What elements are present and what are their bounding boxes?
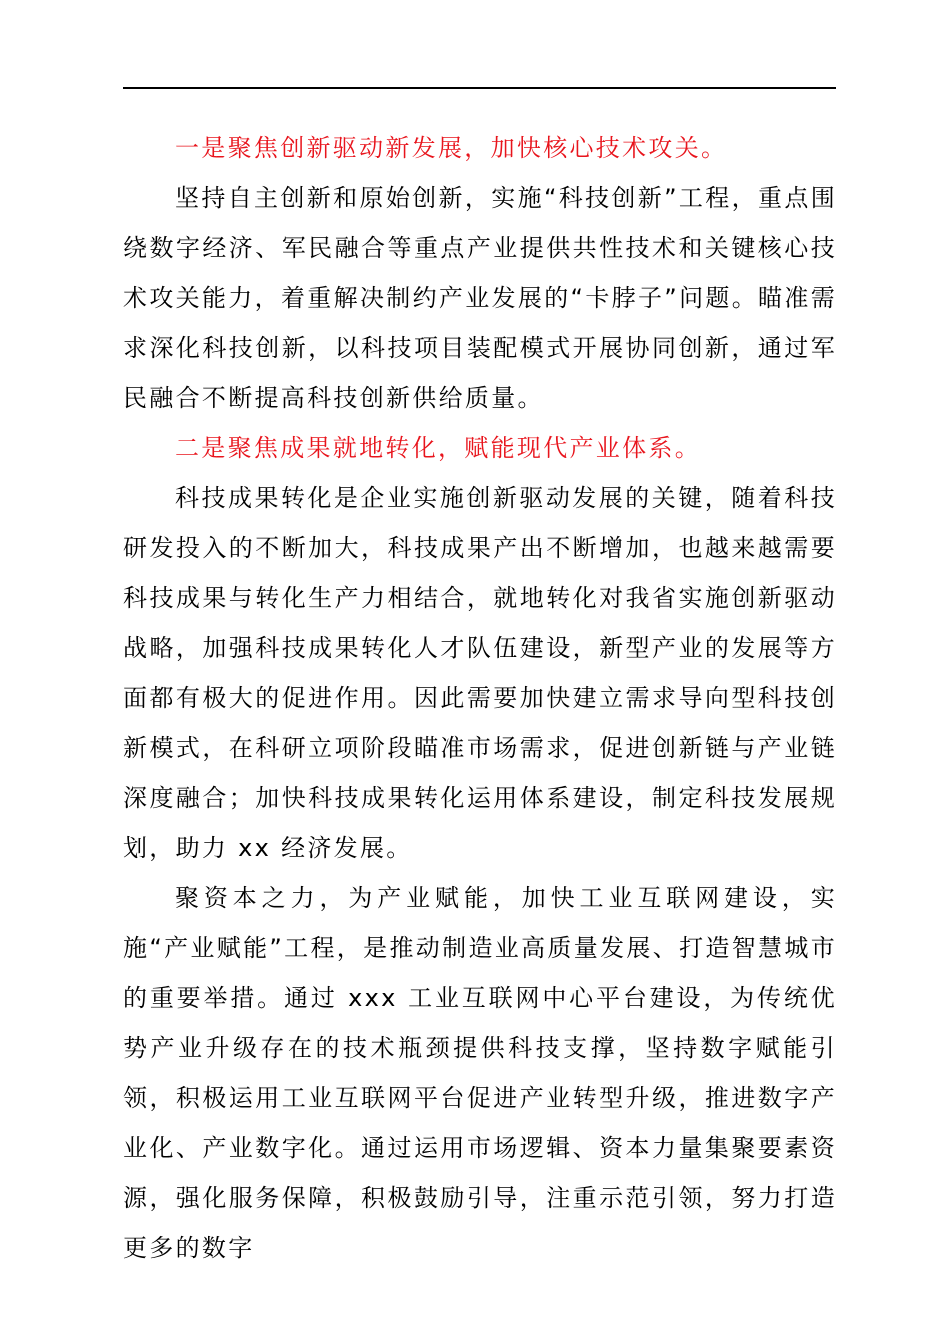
body-paragraph-1: 坚持自主创新和原始创新，实施“科技创新”工程，重点围绕数字经济、军民融合等重点产业提供共性技术和关键核心技术攻关能力，着重解决制约产业发展的“卡脖子”问题。瞄准需求深化科技创新，以科技项目装配模式开展协同创新，通过军民融合不断提高科技创新供给质量。	[123, 184, 837, 412]
body-paragraph-2: 科技成果转化是企业实施创新驱动发展的关键，随着科技研发投入的不断加大，科技成果产出不断增加，也越来越需要科技成果与转化生产力相结合，就地转化对我省实施创新驱动战略，加强科技成果转化人才队伍建设，新型产业的发展等方面都有极大的促进作用。因此需要加快建立需求导向型科技创新模式，在科研立项阶段瞄准市场需求，促进创新链与产业链深度融合；加快科技成果转化运用体系建设，制定科技发展规划，助力 xx 经济发展。	[123, 484, 837, 862]
header-rule	[123, 87, 836, 89]
body-paragraph-3: 聚资本之力，为产业赋能，加快工业互联网建设，实施“产业赋能”工程，是推动制造业高质量发展、打造智慧城市的重要举措。通过 xxx 工业互联网中心平台建设，为传统优势产业升级存在的技术瓶颈提供科技支撑，坚持数字赋能引领，积极运用工业互联网平台促进产业转型升级，推进数字产业化、产业数字化。通过运用市场逻辑、资本力量集聚要素资源，强化服务保障，积极鼓励引导，注重示范引领，努力打造更多的数字	[123, 884, 837, 1262]
section-heading-2: 二是聚焦成果就地转化，赋能现代产业体系。	[175, 434, 701, 462]
document-body	[123, 123, 837, 1273]
section-heading-1: 一是聚焦创新驱动新发展，加快核心技术攻关。	[175, 134, 728, 162]
